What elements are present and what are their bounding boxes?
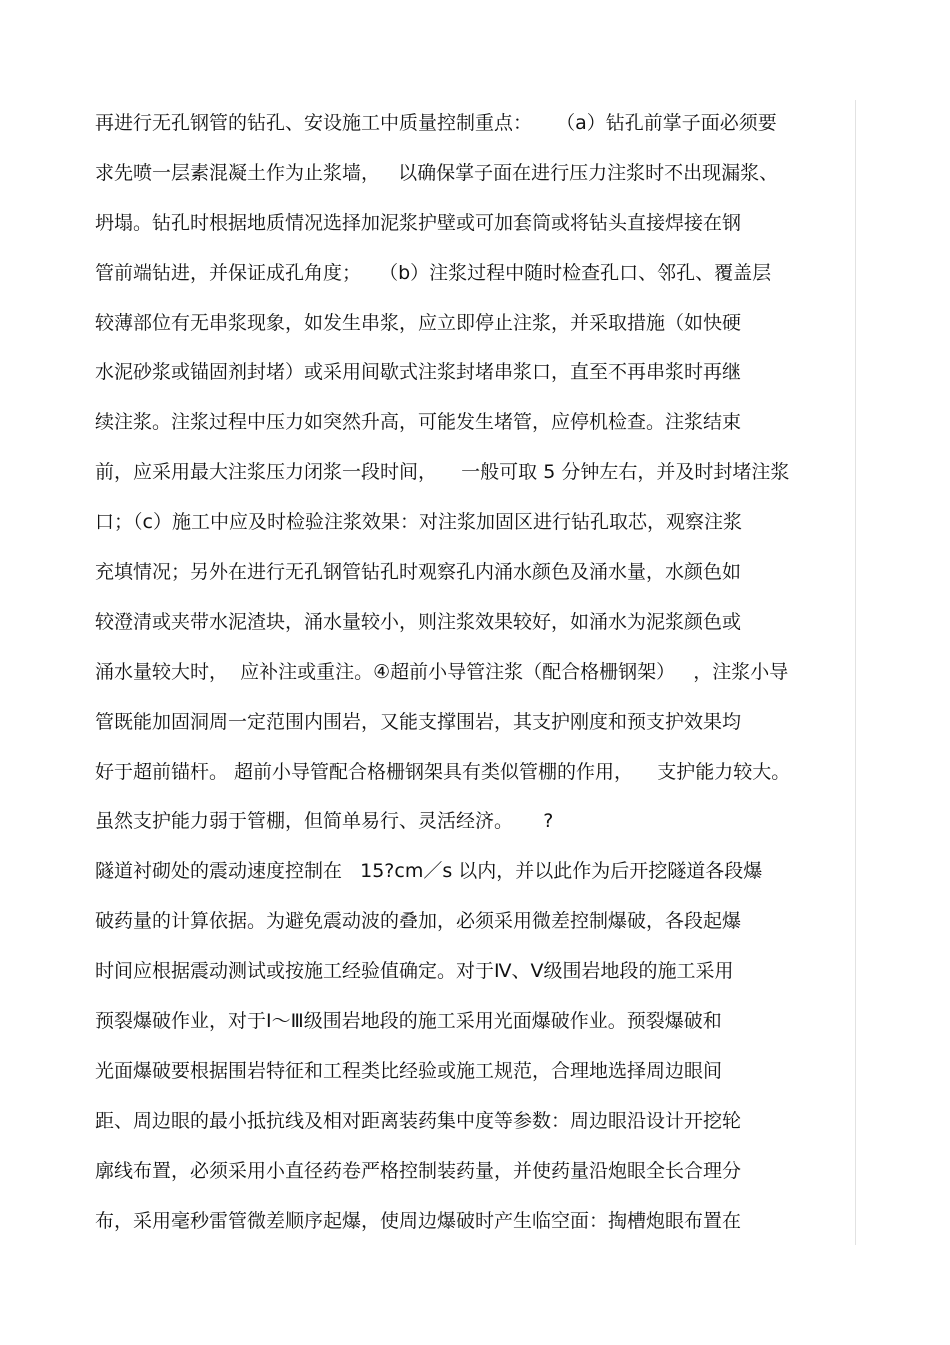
text-line: 预裂爆破作业，对于Ⅰ～Ⅲ级围岩地段的施工采用光面爆破作业。预裂爆破和 <box>95 1010 722 1033</box>
text-line: 续注浆。注浆过程中压力如突然升高，可能发生堵管，应停机检查。注浆结束 <box>95 411 742 434</box>
text-line: 水泥砂浆或锚固剂封堵）或采用间歇式注浆封堵串浆口，直至不再串浆时再继 <box>95 361 742 384</box>
text-line: 前，应采用最大注浆压力闭浆一段时间， 一般可取 5 分钟左右，并及时封堵注浆 <box>95 461 790 484</box>
text-line: 口；（c）施工中应及时检验注浆效果：对注浆加固区进行钻孔取芯，观察注浆 <box>95 511 742 534</box>
text-line: 布，采用毫秒雷管微差顺序起爆，使周边爆破时产生临空面：掏槽炮眼布置在 <box>95 1209 742 1232</box>
text-line: 再进行无孔钢管的钻孔、安设施工中质量控制重点： （a）钻孔前掌子面必须要 <box>95 112 777 134</box>
text-line: 好于超前锚杆。 超前小导管配合格栅钢架具有类似管棚的作用， 支护能力较大。 <box>95 760 791 783</box>
body-text <box>95 103 865 1250</box>
text-line: 较澄清或夹带水泥渣块，涌水量较小，则注浆效果较好，如涌水为泥浆颜色或 <box>95 610 742 633</box>
text-line: 廓线布置，必须采用小直径药卷严格控制装药量，并使药量沿炮眼全长合理分 <box>95 1159 742 1182</box>
text-line: 求先喷一层素混凝土作为止浆墙， 以确保掌子面在进行压力注浆时不出现漏浆、 <box>95 161 779 184</box>
text-line: 涌水量较大时， 应补注或重注。④超前小导管注浆（配合格栅钢架） ，注浆小导 <box>95 660 789 683</box>
text-line: 管既能加固洞周一定范围内围岩，又能支撑围岩，其支护刚度和预支护效果均 <box>95 710 742 733</box>
text-line: 时间应根据震动测试或按施工经验值确定。对于Ⅳ、Ⅴ级围岩地段的施工采用 <box>95 960 734 983</box>
text-line: 坍塌。钻孔时根据地质情况选择加泥浆护壁或可加套筒或将钻头直接焊接在钢 <box>95 211 742 234</box>
text-line: 管前端钻进，并保证成孔角度； （b）注浆过程中随时检查孔口、邻孔、覆盖层 <box>95 261 772 284</box>
text-line: 充填情况；另外在进行无孔钢管钻孔时观察孔内涌水颜色及涌水量，水颜色如 <box>95 561 742 584</box>
text-line: 破药量的计算依据。为避免震动波的叠加，必须采用微差控制爆破，各段起爆 <box>95 910 742 933</box>
text-line: 虽然支护能力弱于管棚，但简单易行、灵活经济。 ? <box>95 810 554 833</box>
text-line: 较薄部位有无串浆现象，如发生串浆，应立即停止注浆，并采取措施（如快硬 <box>95 311 742 334</box>
text-line: 隧道衬砌处的震动速度控制在 15?cm／s 以内，并以此作为后开挖隧道各段爆 <box>95 860 763 883</box>
text-line: 光面爆破要根据围岩特征和工程类比经验或施工规范，合理地选择周边眼间 <box>95 1059 723 1082</box>
text-line: 距、周边眼的最小抵抗线及相对距离装药集中度等参数：周边眼沿设计开挖轮 <box>95 1109 742 1132</box>
